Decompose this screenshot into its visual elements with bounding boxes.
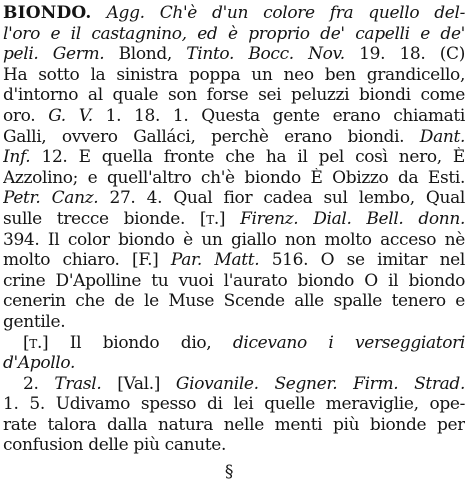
entry-line: [3, 3, 465, 24]
text-segment: molto chiaro. [F.]: [3, 250, 171, 271]
section-divider: [3, 462, 465, 490]
entry-line: [3, 44, 465, 65]
italic-segment: peli. Germ.: [3, 44, 105, 65]
italic-segment: Firenz. Dial. Bell. donn.: [240, 208, 465, 229]
entry-line: [3, 127, 465, 148]
text-segment: sulle trecce bionde. [: [3, 208, 207, 229]
small-caps-segment: t.: [29, 332, 43, 353]
italic-segment: Inf.: [3, 147, 31, 168]
text-segment: crine D'Apolline tu vuoi l'aurato biondo O il biondo: [3, 270, 465, 291]
entry-line: [3, 250, 465, 271]
entry-line: [3, 24, 465, 45]
text-segment: d'intorno al quale son forse sei peluzzi biondi come: [3, 85, 465, 106]
entry-line: [3, 230, 465, 251]
text-segment: Blond,: [104, 44, 187, 65]
entry-line: [3, 415, 465, 436]
text-segment: [: [23, 332, 30, 353]
italic-segment: dicevano i verseggiatori: [232, 332, 465, 353]
entry-line: [3, 65, 465, 86]
text-segment: 12. E quella fronte che ha il pel così nero, È: [30, 147, 465, 168]
text-segment: [92, 3, 107, 23]
entry-line: [3, 271, 465, 292]
italic-segment: Tinto. Bocc. Nov.: [186, 44, 345, 65]
text-segment: oro.: [3, 105, 49, 126]
entry-line: [3, 291, 465, 312]
text-segment: 2.: [23, 373, 55, 394]
section-mark: §: [224, 462, 234, 483]
italic-segment: l'oro e il castagnino, ed è proprio de' capelli e de': [3, 23, 465, 44]
entry-line: [3, 209, 465, 230]
italic-segment: Giovanile. Segner. Firm. Strad.: [175, 373, 465, 394]
text-segment: 19. 18. (C): [344, 44, 465, 65]
text-segment: cenerin che de le Muse Scende alle spalle tenero e: [3, 291, 465, 312]
text-segment: Ha sotto la sinistra poppa un neo ben grandicello,: [3, 64, 465, 85]
text-segment: ] Il biondo dio,: [42, 332, 233, 353]
entry-line: [3, 333, 465, 354]
italic-segment: d'Apollo.: [3, 353, 76, 374]
entry-line: [3, 312, 465, 333]
text-segment: 1. 5. Udivamo spesso di lei quelle meraviglie, ope-: [3, 394, 465, 415]
text-segment: Galli, ovvero Galláci, perchè erano biondi.: [3, 126, 420, 147]
headword: BIONDO.: [3, 3, 92, 23]
entry-line: [3, 106, 465, 127]
entry-line: [3, 168, 465, 189]
text-segment: gentile.: [3, 311, 66, 332]
text-segment: 516. O se imitar nel: [259, 250, 465, 271]
italic-segment: Petr. Canz.: [3, 188, 99, 209]
italic-segment: Dant.: [419, 126, 465, 147]
italic-segment: Par. Matt.: [170, 250, 260, 271]
text-segment: 27. 4. Qual fior cadea sul lembo, Qual: [98, 188, 465, 209]
entry-line: [3, 394, 465, 415]
italic-segment: Agg. Ch'è d'un colore fra quello del-: [106, 3, 465, 23]
entry-line: [3, 147, 465, 168]
text-segment: confusion delle più canute.: [3, 435, 227, 456]
italic-segment: G. V.: [48, 105, 93, 126]
text-segment: [Val.]: [101, 373, 176, 394]
entry-line: [3, 353, 465, 374]
entry-line: [3, 435, 465, 456]
entry-body: [3, 3, 465, 456]
text-segment: Azzolino; e quell'altro ch'è biondo È Obizzo da Esti.: [3, 167, 465, 188]
dictionary-entry: [3, 3, 465, 490]
text-segment: 1. 18. 1. Questa gente erano chiamati: [92, 105, 465, 126]
entry-line: [3, 85, 465, 106]
entry-line: [3, 374, 465, 395]
small-caps-segment: t.: [206, 208, 219, 229]
text-segment: 394. Il color biondo è un giallo non molto acceso nè: [3, 229, 465, 250]
text-segment: ]: [218, 208, 241, 229]
text-segment: rate talora dalla natura nelle menti più bionde per: [3, 414, 465, 435]
italic-segment: Trasl.: [54, 373, 102, 394]
entry-line: [3, 188, 465, 209]
